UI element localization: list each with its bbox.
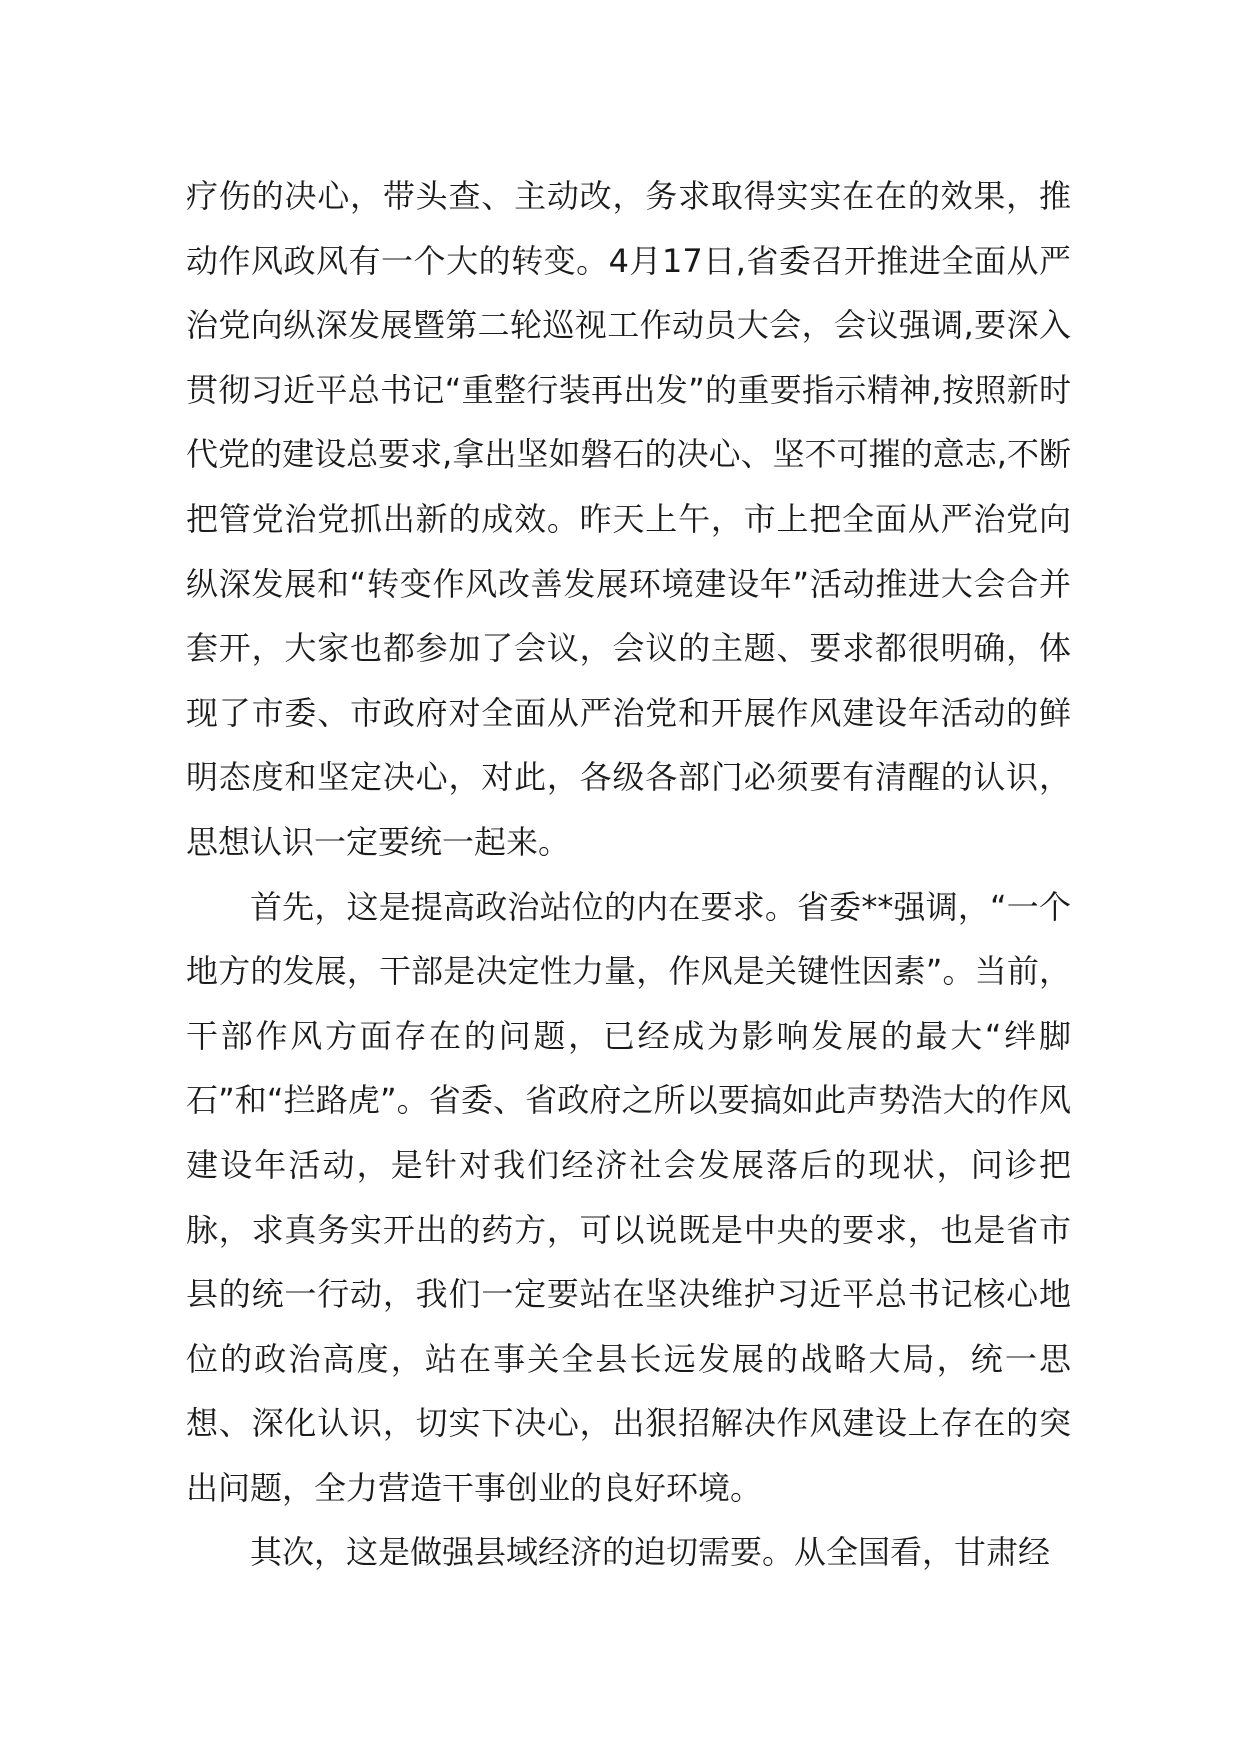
paragraph-1: 疗伤的决心，带头查、主动改，务求取得实实在在的效果，推动作风政风有一个大的转变。4月17日,省委召开推进全面从严治党向纵深发展暨第二轮巡视工作动员大会，会议强调,要深入贯彻习近平总书记“重整行装再出发”的重要指示精神,按照新时代党的建设总要求,拿出坚如磐石的决心、坚不可摧的意志,不断把管党治党抓出新的成效。昨天上午，市上把全面从严治党向纵深发展和“转变作风改善发展环境建设年”活动推进大会合并套开，大家也都参加了会议，会议的主题、要求都很明确，体现了市委、市政府对全面从严治党和开展作风建设年活动的鲜明态度和坚定决心，对此，各级各部门必须要有清醒的认识，思想认识一定要统一起来。 [186,177,1071,861]
paragraph-3: 其次，这是做强县域经济的迫切需要。从全国看，甘肃经 [250,1533,1051,1572]
document-body [186,164,1071,1585]
paragraph-2: 首先，这是提高政治站位的内在要求。省委**强调，“一个地方的发展，干部是决定性力量，作风是关键性因素”。当前，干部作风方面存在的问题，已经成为影响发展的最大“绊脚石”和“拦路虎”。省委、省政府之所以要搞如此声势浩大的作风建设年活动，是针对我们经济社会发展落后的现状，问诊把脉，求真务实开出的药方，可以说既是中央的要求，也是省市县的统一行动，我们一定要站在坚决维护习近平总书记核心地位的政治高度，站在事关全县长远发展的战略大局，统一思想、深化认识，切实下决心，出狠招解决作风建设上存在的突出问题，全力营造干事创业的良好环境。 [186,887,1071,1507]
